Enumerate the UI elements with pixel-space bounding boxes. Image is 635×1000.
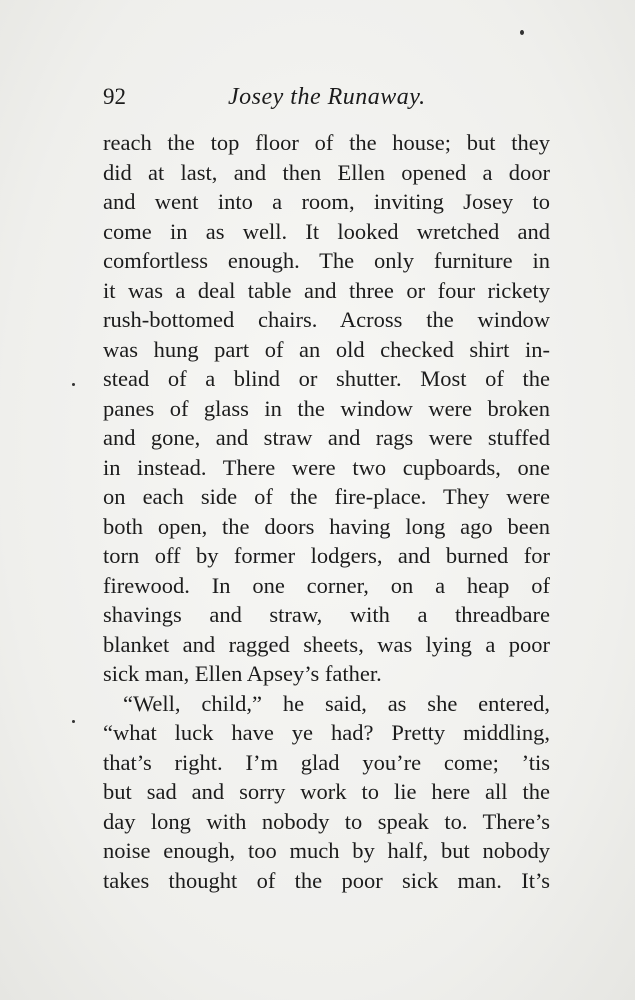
text-line: day long with nobody to speak to. There’s <box>103 808 550 834</box>
text-line: shavings and straw, with a threadbare <box>103 602 550 627</box>
text-line: firewood. In one corner, on a heap of <box>103 572 550 598</box>
text-line: torn off by former lodgers, and burned for <box>103 543 550 568</box>
text-line: but sad and sorry work to lie here all the <box>103 779 550 804</box>
text-line: was hung part of an old checked shirt in- <box>103 336 550 362</box>
text-line: on each side of the fire-place. They were <box>103 484 550 509</box>
text-line: blanket and ragged sheets, was lying a poor <box>103 631 550 657</box>
text-line: stead of a blind or shutter. Most of the <box>103 366 550 391</box>
text-line: come in as well. It looked wretched and <box>103 218 550 244</box>
ink-speck <box>72 720 75 723</box>
ink-speck <box>520 30 524 35</box>
text-line: rush-bottomed chairs. Across the window <box>103 307 550 332</box>
text-line: “what luck have ye had? Pretty middling, <box>103 720 550 745</box>
text-line: sick man, Ellen Apsey’s father. <box>103 661 382 686</box>
text-line: and went into a room, inviting Josey to <box>103 189 550 214</box>
page-header <box>103 80 533 116</box>
ink-speck <box>72 383 75 386</box>
text-line: comfortless enough. The only furniture in <box>103 248 550 273</box>
text-line: in instead. There were two cupboards, one <box>103 454 550 480</box>
text-line: “Well, child,” he said, as she entered, <box>123 690 550 716</box>
running-title: Josey the Runaway. <box>228 84 426 110</box>
text-line: reach the top floor of the house; but they <box>103 130 550 155</box>
text-line: that’s right. I’m glad you’re come; ’tis <box>103 749 550 775</box>
text-line: both open, the doors having long ago been <box>103 513 550 539</box>
text-line: and gone, and straw and rags were stuffed <box>103 425 550 450</box>
text-line: noise enough, too much by half, but nobody <box>103 838 550 863</box>
text-line: takes thought of the poor sick man. It’s <box>103 867 550 893</box>
page-number: 92 <box>103 84 126 109</box>
text-line: panes of glass in the window were broken <box>103 395 550 421</box>
text-line: it was a deal table and three or four rickety <box>103 277 550 303</box>
text-line: did at last, and then Ellen opened a door <box>103 159 550 185</box>
body-text <box>103 128 550 895</box>
